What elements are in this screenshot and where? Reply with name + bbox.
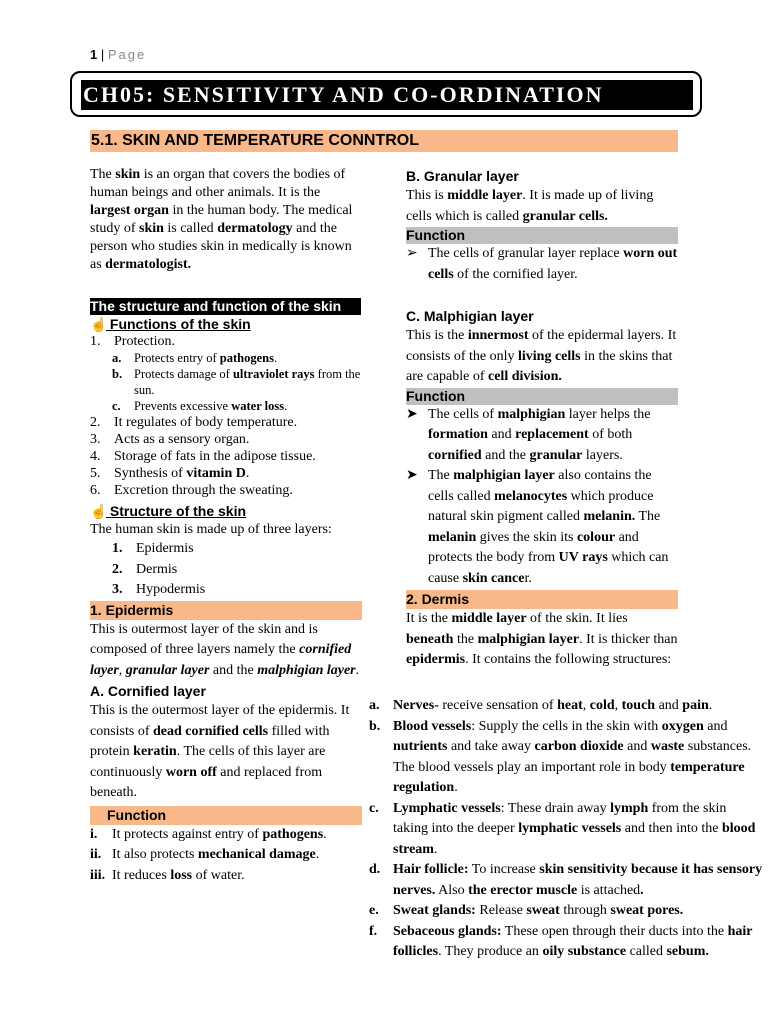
list-item-text: Sebaceous glands: These open through their ducts into the hair follicles. They produce an oily substance called sebum. <box>393 923 753 959</box>
list-item <box>369 696 764 717</box>
list-item: iii. It reduces loss of water. <box>90 867 245 883</box>
dermis-paragraph: It is the middle layer of the skin. It lies beneath the malphigian layer. It is thicker than epidermis. It contains the following structures: <box>406 611 678 667</box>
granular-paragraph: This is middle layer. It is made up of living cells which is called granular cells. <box>406 188 654 224</box>
list-item: ii. It also protects mechanical damage. <box>90 847 320 862</box>
malphigian-heading: C. Malphigian layer <box>406 308 534 324</box>
list-item: 3. Hypodermis <box>112 582 206 597</box>
epidermis-heading: 1. Epidermis <box>90 601 362 620</box>
left-column <box>90 166 362 886</box>
list-item-text: Lymphatic vessels: These drain away lymph from the skin taking into the deeper lymphatic vessels and then into the blood stream. <box>393 800 756 857</box>
granular-heading: B. Granular layer <box>406 168 519 184</box>
list-marker: c. <box>369 800 379 816</box>
pointing-hand-icon: ☝ <box>90 503 108 519</box>
granular-function-heading: Function <box>406 227 678 244</box>
section-title: 5.1. SKIN AND TEMPERATURE CONNTROL <box>90 130 678 152</box>
dermis-structures-list <box>369 696 764 963</box>
cornified-function-list <box>90 825 362 887</box>
list-item-text: Blood vessels: Supply the cells in the skin with oxygen and nutrients and take away carbon dioxide and waste substances. The blood vessels play an important role in body temperature regulation. <box>393 718 752 795</box>
list-item-text: Nerves- receive sensation of heat, cold, touch and pain. <box>393 698 713 713</box>
epidermis-paragraph: This is outermost layer of the skin and is composed of three layers namely the cornified layer, granular layer and the malphigian layer. <box>90 621 360 678</box>
granular-function-item: ➢ The cells of granular layer replace worn out cells of the cornified layer. <box>406 244 678 285</box>
dermis-heading: 2. Dermis <box>406 590 678 609</box>
list-item-text: Sweat glands: Release sweat through sweat pores. <box>393 903 684 918</box>
malphigian-function-item: ➤ The cells of malphigian layer helps the formation and replacement of both cornified and the granular layers. <box>406 405 678 467</box>
list-item: b. Protects damage of ultraviolet rays from the sun. <box>112 367 361 397</box>
malphigian-function-heading: Function <box>406 388 678 405</box>
chapter-title: CH05: SENSITIVITY AND CO-ORDINATION <box>81 80 693 110</box>
arrow-bullet-icon: ➤ <box>406 406 418 422</box>
page-number: 1 | Page <box>90 47 147 62</box>
list-item <box>369 717 764 799</box>
list-marker: a. <box>369 698 380 713</box>
structure-heading: ☝ Structure of the skin <box>90 503 247 519</box>
functions-heading: ☝ Functions of the skin <box>90 316 251 332</box>
list-item: 1. Protection. <box>90 334 176 349</box>
cornified-function-heading: Function <box>90 806 362 825</box>
intro-paragraph: The skin is an organ that covers the bodies of human beings and other animals. It is the largest organ in the human body. The medical study of skin is called dermatology and the person who studies skin in medically is known as dermatologist. <box>90 167 353 272</box>
list-item: 6. Excretion through the sweating. <box>90 483 293 498</box>
protection-sublist <box>112 350 362 414</box>
arrow-bullet-icon: ➢ <box>406 246 418 261</box>
list-item: a. Protects entry of pathogens. <box>112 351 278 365</box>
list-marker: b. <box>369 718 381 734</box>
list-item: 2. It regulates of body temperature. <box>90 415 298 430</box>
list-item: 5. Synthesis of vitamin D. <box>90 466 250 481</box>
list-item: 4. Storage of fats in the adipose tissue. <box>90 449 316 464</box>
list-item: i. It protects against entry of pathogens. <box>90 826 327 842</box>
cornified-heading: A. Cornified layer <box>90 683 206 699</box>
malphigian-function-item: ➤ The malphigian layer also contains the cells called melanocytes which produce natural skin pigment called melanin. The melanin gives the skin its colour and protects the body from UV rays which can cause skin cancer. <box>406 466 678 589</box>
cornified-paragraph: This is the outermost layer of the epidermis. It consists of dead cornified cells filled with protein keratin. The cells of this layer are continuously worn off and replaced from beneath. <box>90 703 350 800</box>
layers-list <box>90 539 362 601</box>
list-item: c. Prevents excessive water loss. <box>112 399 288 413</box>
malphigian-paragraph: This is the innermost of the epidermal layers. It consists of the only living cells in the skins that are capable of cell division. <box>406 328 677 384</box>
list-item-text: Hair follicle: To increase skin sensitivity because it has sensory nerves. Also the erector muscle is attached. <box>393 862 763 898</box>
arrow-bullet-icon: ➤ <box>406 468 418 483</box>
list-item <box>369 922 764 963</box>
list-item: 2. Dermis <box>112 561 178 577</box>
list-item: 1. Epidermis <box>112 541 194 556</box>
functions-list <box>90 333 362 499</box>
list-item: 3. Acts as a sensory organ. <box>90 432 250 447</box>
right-column <box>406 166 678 671</box>
list-marker: f. <box>369 923 378 939</box>
list-marker: d. <box>369 862 381 877</box>
list-marker: e. <box>369 903 379 918</box>
list-item <box>369 860 764 901</box>
pointing-hand-icon: ☝ <box>90 316 108 332</box>
list-item <box>369 901 764 922</box>
list-item <box>369 799 764 861</box>
structure-intro: The human skin is made up of three layers: <box>90 522 332 537</box>
structure-function-heading: The structure and function of the skin <box>90 298 361 315</box>
